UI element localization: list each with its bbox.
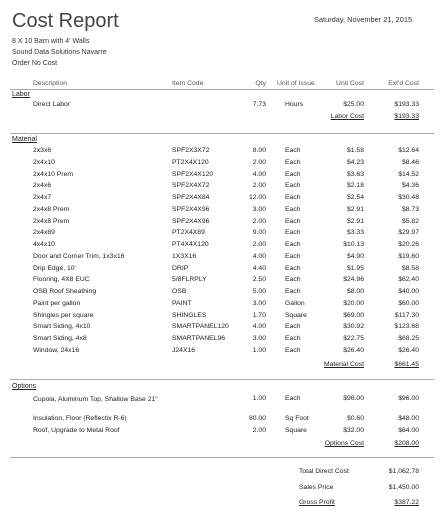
row-description: 4x4x10 xyxy=(33,241,55,248)
row-description: Window, 24x16 xyxy=(33,346,80,354)
section-options-title: Options xyxy=(12,383,37,390)
row-qty: 9.00 xyxy=(252,229,266,237)
row-item-code: PT2X4X89 xyxy=(172,229,205,237)
row-description: Shingles per square xyxy=(33,311,94,319)
row-qty: 3.00 xyxy=(252,335,266,342)
row-qty: 2.00 xyxy=(252,182,266,190)
section-material-title: Material xyxy=(12,136,37,143)
row-unit-cost: $96.00 xyxy=(343,395,364,402)
row-item-code: SHINGLES xyxy=(172,311,207,319)
row-qty: 7.73 xyxy=(252,101,266,108)
row-qty: 1.00 xyxy=(252,395,266,402)
row-unit-cost: $4.90 xyxy=(346,252,364,260)
row-ext-cost: $30.48 xyxy=(398,194,419,201)
row-unit: Hours xyxy=(285,101,304,108)
row-description: Flooring, 4X8 EUC xyxy=(33,276,90,284)
row-unit: Each xyxy=(285,194,301,201)
row-qty: 2.00 xyxy=(252,241,266,248)
row-item-code: 1X3X16 xyxy=(172,252,197,260)
row-qty: 2.00 xyxy=(252,158,266,166)
row-unit-cost: $25.00 xyxy=(343,101,364,108)
header-divider xyxy=(10,89,434,90)
row-ext-cost: $117.30 xyxy=(394,311,419,319)
row-qty: 2.00 xyxy=(252,217,266,225)
row-description: Smart Siding, 4x10 xyxy=(33,323,91,331)
row-unit: Each xyxy=(285,229,301,237)
row-unit-cost: $1.95 xyxy=(346,264,364,272)
total-direct-label: Total Direct Cost xyxy=(299,468,349,475)
row-unit: Each xyxy=(285,147,301,154)
row-unit: Each xyxy=(285,288,301,295)
row-qty: 4.40 xyxy=(252,264,266,272)
row-unit-cost: $32.00 xyxy=(343,426,364,434)
row-qty: 8.00 xyxy=(252,147,266,154)
row-ext-cost: $14.52 xyxy=(398,170,419,178)
project-name: 8 X 10 Barn with 4' Walls xyxy=(12,38,90,45)
total-direct-value: $1,062.78 xyxy=(388,468,419,475)
col-unit: Unit of Issue xyxy=(277,80,315,87)
row-description: Roof, Upgrade to Metal Roof xyxy=(33,426,120,434)
material-subtotal: $661.45 xyxy=(394,361,419,368)
row-description: Cupola, Aluminum Top, Shallow Base 21" xyxy=(33,396,158,403)
row-description: 2x4x89 xyxy=(33,229,55,237)
material-subtotal-label: Material Cost xyxy=(323,361,364,368)
row-unit: Each xyxy=(285,170,301,178)
row-ext-cost: $29.97 xyxy=(398,229,419,237)
row-ext-cost: $4.36 xyxy=(401,182,419,190)
row-ext-cost: $8.58 xyxy=(401,264,419,272)
row-unit: Each xyxy=(285,252,301,260)
row-ext-cost: $12.64 xyxy=(398,147,419,154)
row-item-code: SMARTPANEL96 xyxy=(172,335,226,342)
row-ext-cost: $60.00 xyxy=(398,299,419,307)
row-ext-cost: $20.26 xyxy=(398,241,419,248)
row-qty: 2.50 xyxy=(252,276,266,284)
row-unit-cost: $30.92 xyxy=(343,323,364,331)
row-unit-cost: $24.96 xyxy=(343,276,364,284)
row-item-code: SPF2X4X96 xyxy=(172,205,210,213)
row-description: 2x3x6 xyxy=(33,147,52,154)
row-description: Paint per gallon xyxy=(33,299,81,307)
options-divider xyxy=(10,457,434,458)
col-qty: Qty xyxy=(255,80,266,87)
row-unit-cost: $2.54 xyxy=(346,194,364,201)
row-ext-cost: $64.00 xyxy=(398,426,419,434)
row-unit-cost: $3.63 xyxy=(346,170,364,178)
row-unit: Each xyxy=(285,158,301,166)
row-qty: 12.00 xyxy=(248,194,266,201)
row-qty: 5.00 xyxy=(252,288,266,295)
row-item-code: SPF2X4X72 xyxy=(172,182,210,190)
row-item-code: SPF2X4X96 xyxy=(172,217,210,225)
row-ext-cost: $5.82 xyxy=(401,217,419,225)
row-description: Smart Siding, 4x8 xyxy=(33,335,87,342)
sales-price-label: Sales Price xyxy=(299,484,334,491)
labor-subtotal-label: Labor Cost xyxy=(330,113,364,120)
row-item-code: DRIP xyxy=(172,264,189,272)
row-qty: 3.00 xyxy=(252,299,266,307)
row-ext-cost: $68.25 xyxy=(398,335,419,342)
sales-price-value: $1,450.00 xyxy=(388,484,419,491)
row-unit-cost: $22.75 xyxy=(343,335,364,342)
labor-subtotal: $193.33 xyxy=(394,113,419,120)
row-ext-cost: $96.00 xyxy=(398,395,419,402)
row-qty: 4.00 xyxy=(252,170,266,178)
row-unit: Square xyxy=(285,311,307,319)
row-qty: 4.00 xyxy=(252,323,266,331)
row-description: Direct Labor xyxy=(33,101,71,108)
row-item-code: J24X16 xyxy=(172,346,196,354)
row-ext-cost: $40.00 xyxy=(398,288,419,295)
row-ext-cost: $62.40 xyxy=(398,276,419,284)
gross-profit-label: Gross Profit xyxy=(299,499,335,506)
row-unit-cost: $1.58 xyxy=(346,147,364,154)
row-qty: 1.00 xyxy=(252,346,266,354)
row-unit: Each xyxy=(285,264,301,272)
row-ext-cost: $193.33 xyxy=(394,101,419,108)
row-qty: 1.70 xyxy=(252,311,266,319)
row-item-code: PT2X4X120 xyxy=(172,158,209,166)
row-unit-cost: $20.00 xyxy=(343,299,364,307)
row-description: 2x4x10 xyxy=(33,158,55,166)
row-description: 2x4x7 xyxy=(33,194,52,201)
row-item-code: PT4X4X120 xyxy=(172,241,209,248)
row-ext-cost: $48.00 xyxy=(398,415,419,422)
report-title: Cost Report xyxy=(12,10,119,32)
row-unit: Each xyxy=(285,335,301,342)
row-unit: Each xyxy=(285,395,301,402)
gross-profit-value: $387.22 xyxy=(394,499,419,506)
row-item-code: OSB xyxy=(172,288,187,295)
row-qty: 2.00 xyxy=(252,426,266,434)
row-description: Drip Edge, 10' xyxy=(33,264,76,272)
row-ext-cost: $8.73 xyxy=(401,205,419,213)
row-unit-cost: $2.18 xyxy=(346,182,364,190)
row-description: 2x4x8 Prem xyxy=(33,217,70,225)
order-label: Order No Cost xyxy=(12,60,58,67)
row-description: 2x4x6 xyxy=(33,182,52,190)
section-labor-title: Labor xyxy=(12,91,30,98)
row-qty: 80.00 xyxy=(248,415,266,422)
row-description: Insulation, Floor (Reflectix R-6) xyxy=(33,415,127,422)
material-divider xyxy=(10,379,434,380)
row-item-code: 5/8FLRPLY xyxy=(172,276,207,284)
col-item-code: Item Code xyxy=(172,80,204,87)
row-item-code: SPF2X3X72 xyxy=(172,147,210,154)
options-subtotal-label: Options Cost xyxy=(324,440,364,447)
row-ext-cost: $19.60 xyxy=(398,252,419,260)
row-unit: Each xyxy=(285,205,301,213)
row-unit-cost: $3.33 xyxy=(346,229,364,237)
row-unit: Each xyxy=(285,276,301,284)
row-unit: Gallon xyxy=(285,299,305,307)
row-unit-cost: $0.60 xyxy=(346,415,364,422)
row-unit: Each xyxy=(285,346,301,354)
row-ext-cost: $123.68 xyxy=(394,323,419,331)
row-description: 2x4x10 Prem xyxy=(33,170,74,178)
col-description: Description xyxy=(33,80,67,87)
row-description: Door and Corner Trim, 1x3x16 xyxy=(33,252,125,260)
row-item-code: SMARTPANEL120 xyxy=(172,323,229,331)
row-item-code: SPF2X4X84 xyxy=(172,194,210,201)
labor-divider xyxy=(10,133,434,134)
row-item-code: SPF2X4X120 xyxy=(172,170,214,178)
report-date: Saturday, November 21, 2015 xyxy=(314,15,413,24)
col-ext-cost: Ext'd Cost xyxy=(388,80,419,87)
row-unit-cost: $2.91 xyxy=(346,217,364,225)
row-description: OSB Roof Sheathing xyxy=(33,288,97,295)
row-ext-cost: $26.40 xyxy=(398,346,419,354)
row-unit-cost: $10.13 xyxy=(343,241,364,248)
row-unit: Each xyxy=(285,217,301,225)
row-unit-cost: $69.00 xyxy=(343,311,364,319)
company-name: Sound Data Solutions Navarre xyxy=(12,49,107,56)
row-item-code: PAINT xyxy=(172,299,192,307)
row-unit-cost: $4.23 xyxy=(346,158,364,166)
row-unit: Each xyxy=(285,323,301,331)
col-unit-cost: Unit Cost xyxy=(336,80,364,87)
row-qty: 3.00 xyxy=(252,205,266,213)
row-description: 2x4x8 Prem xyxy=(33,205,70,213)
row-qty: 4.00 xyxy=(252,252,266,260)
row-unit: Each xyxy=(285,182,301,190)
row-unit-cost: $8.00 xyxy=(346,288,364,295)
row-unit-cost: $2.91 xyxy=(346,205,364,213)
row-unit: Square xyxy=(285,426,307,434)
row-unit: Sq Foot xyxy=(285,415,309,422)
row-unit: Each xyxy=(285,241,301,248)
row-unit-cost: $26.40 xyxy=(343,346,364,354)
options-subtotal: $208.00 xyxy=(394,440,419,447)
row-ext-cost: $8.46 xyxy=(401,158,419,166)
